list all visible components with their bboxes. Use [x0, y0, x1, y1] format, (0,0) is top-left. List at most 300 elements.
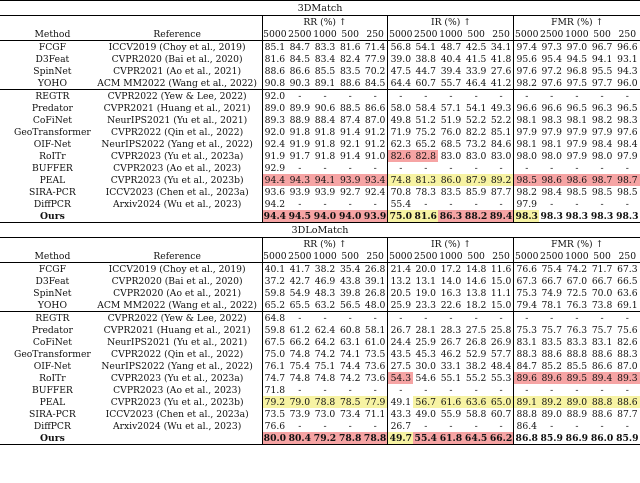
method-name: Predator [31, 324, 73, 336]
cell-fmr: 85.9 [616, 432, 639, 444]
cell-ir: 38.8 [415, 53, 436, 65]
sample-count-header: 250 [363, 28, 388, 41]
cell-rr: 78.8 [363, 432, 387, 444]
method-name: D3Feat [35, 53, 70, 65]
sample-count-header: 5000 [515, 250, 539, 262]
sample-count-header: 250 [615, 28, 640, 41]
cell-ir: 89.4 [489, 210, 513, 222]
table-row [0, 90, 640, 103]
cell-rr: 75.4 [289, 360, 311, 372]
cell-ir: 41.2 [489, 77, 514, 90]
cell-ir: - [499, 384, 503, 396]
cell-ir: 25.9 [388, 299, 413, 312]
cell-rr: 91.8 [314, 138, 336, 150]
sample-count-header: 2500 [288, 28, 312, 40]
cell-rr: 94.0 [338, 210, 362, 222]
cell-ir: 46.4 [464, 77, 489, 90]
cell-ir: 51.9 [440, 114, 462, 126]
table-row [0, 396, 640, 408]
cell-rr: 46.9 [314, 275, 336, 287]
cell-rr: 91.8 [289, 126, 311, 138]
cell-rr: - [373, 312, 377, 324]
group-label [0, 41, 12, 90]
cell-rr: 90.8 [262, 77, 287, 90]
cell-rr: 91.4 [339, 126, 361, 138]
method-name: DiffPCR [33, 420, 71, 432]
cell-fmr: 98.7 [589, 174, 614, 186]
cell-fmr: 98.2 [514, 186, 539, 198]
sample-count-header: 250 [489, 28, 514, 41]
cell-fmr: - [600, 162, 604, 174]
cell-fmr: 97.9 [617, 150, 638, 162]
table-row [0, 275, 640, 287]
method-name: OIF-Net [33, 138, 72, 150]
cell-rr: 88.4 [314, 114, 336, 126]
cell-ir: 66.2 [489, 432, 513, 444]
cell-rr: 75.0 [262, 348, 287, 360]
cell-ir: - [424, 90, 428, 102]
cell-fmr: 88.9 [566, 408, 588, 420]
cell-fmr: 88.6 [615, 396, 640, 408]
cell-fmr: 75.3 [514, 324, 539, 336]
cell-rr: 88.6 [338, 77, 363, 90]
method-name: Predator [31, 102, 73, 114]
cell-fmr: - [625, 198, 629, 210]
cell-ir: 51.2 [415, 114, 436, 126]
method-name: GeoTransformer [14, 348, 91, 360]
cell-ir: 28.3 [440, 324, 462, 336]
cell-fmr: 97.9 [514, 198, 539, 210]
cell-fmr: 85.2 [541, 360, 562, 372]
reference: ACM MM2022 (Wang et al., 2022) [93, 77, 262, 90]
cell-rr: 77.9 [364, 53, 386, 65]
cell-ir: 25.8 [490, 324, 512, 336]
cell-ir: 26.7 [388, 324, 413, 336]
reference: CVPR2021 (Huang et al., 2021) [103, 102, 251, 114]
cell-fmr: 97.5 [564, 77, 589, 90]
cell-rr: - [323, 312, 327, 324]
cell-rr: 59.8 [262, 287, 287, 299]
cell-rr: 42.7 [289, 275, 311, 287]
cell-rr: 74.2 [314, 348, 336, 360]
cell-fmr: 86.6 [591, 360, 613, 372]
cell-ir: 52.9 [465, 348, 487, 360]
sample-count-header: 2500 [414, 28, 438, 40]
cell-ir: 87.7 [490, 186, 512, 198]
cell-fmr: 98.5 [591, 186, 613, 198]
cell-ir: 58.4 [415, 102, 436, 114]
cell-fmr: 98.0 [541, 150, 562, 162]
cell-rr: 70.2 [364, 65, 386, 77]
cell-ir: 27.6 [490, 65, 512, 77]
reference: Arxiv2024 (Wu et al., 2023) [112, 420, 242, 432]
table-row [0, 174, 640, 186]
cell-ir: 58.0 [388, 102, 413, 114]
cell-rr: 54.9 [289, 287, 311, 299]
cell-fmr: 97.6 [514, 65, 539, 77]
reference: NeurIPS2022 (Yang et al., 2022) [101, 360, 253, 372]
cell-rr: - [348, 162, 352, 174]
cell-rr: 63.2 [312, 299, 337, 312]
section-title: 3DLoMatch [0, 223, 640, 238]
cell-fmr: 98.2 [591, 114, 613, 126]
reference: CVPR2021 (Ao et al., 2021) [113, 65, 242, 77]
method-name: SIRA-PCR [29, 408, 76, 420]
cell-fmr: 97.2 [541, 65, 562, 77]
cell-fmr: 98.3 [540, 210, 563, 222]
cell-rr: 63.1 [339, 336, 361, 348]
cell-rr: - [298, 312, 302, 324]
table-row [0, 210, 640, 223]
table-row [0, 360, 640, 372]
cell-rr: 94.5 [288, 210, 311, 222]
cell-fmr: 75.6 [617, 324, 638, 336]
cell-rr: 91.2 [364, 138, 386, 150]
cell-ir: 25.9 [415, 336, 436, 348]
cell-rr: 87.4 [339, 114, 361, 126]
cell-fmr: 85.9 [540, 432, 563, 444]
cell-rr: - [348, 198, 352, 210]
cell-rr: - [323, 90, 327, 102]
cell-rr: 91.8 [314, 126, 336, 138]
cell-rr: 91.7 [289, 150, 311, 162]
cell-ir: 20.0 [415, 263, 436, 275]
cell-ir: - [449, 90, 453, 102]
cell-ir: 49.3 [490, 102, 512, 114]
cell-fmr: - [514, 384, 539, 396]
reference: NeurIPS2021 (Yu et al., 2021) [107, 336, 248, 348]
cell-ir: 33.9 [465, 65, 487, 77]
cell-fmr: 67.3 [514, 275, 539, 287]
cell-fmr: 97.9 [566, 150, 588, 162]
cell-rr: 85.1 [262, 41, 287, 54]
reference: CVPR2021 (Huang et al., 2021) [103, 324, 251, 336]
cell-fmr: 88.8 [589, 396, 614, 408]
reference: NeurIPS2022 (Yang et al., 2022) [101, 138, 253, 150]
cell-rr: 81.6 [339, 41, 361, 53]
cell-ir: 81.3 [413, 174, 438, 186]
cell-ir: 39.4 [440, 65, 462, 77]
cell-fmr: 67.3 [617, 263, 638, 275]
cell-ir: 17.2 [440, 263, 462, 275]
cell-rr: 86.6 [289, 65, 311, 77]
cell-rr: 93.9 [314, 186, 336, 198]
cell-ir: 54.1 [415, 41, 436, 53]
method-name: PEAL [39, 174, 66, 186]
table-row [0, 336, 640, 348]
cell-fmr: 98.2 [514, 77, 539, 90]
sample-count-header: 2500 [539, 28, 564, 40]
cell-fmr: 98.0 [591, 150, 613, 162]
cell-rr: 39.1 [364, 275, 386, 287]
sample-count-header: 2500 [539, 250, 564, 262]
cell-ir: - [424, 420, 428, 432]
cell-rr: 64.8 [262, 312, 287, 325]
cell-ir: - [474, 162, 478, 174]
cell-fmr: 74.2 [566, 263, 588, 275]
cell-rr: - [348, 90, 352, 102]
cell-rr: 56.5 [338, 299, 363, 312]
method-name: SpinNet [33, 65, 72, 77]
cell-rr: 71.8 [262, 384, 287, 396]
cell-rr: 79.2 [313, 432, 337, 444]
reference [93, 210, 262, 223]
cell-ir: 83.5 [440, 186, 462, 198]
cell-fmr: - [575, 90, 579, 102]
cell-fmr: 97.9 [514, 126, 539, 138]
method-name: PEAL [39, 396, 66, 408]
cell-ir: 26.7 [388, 420, 413, 432]
sample-count-header: 250 [489, 250, 514, 263]
cell-rr: - [373, 420, 377, 432]
cell-fmr: - [600, 420, 604, 432]
cell-rr: 66.2 [289, 336, 311, 348]
cell-rr: 74.4 [339, 360, 361, 372]
cell-ir: 54.3 [388, 372, 413, 384]
reference: CVPR2022 (Yew & Lee, 2022) [107, 90, 247, 102]
cell-rr: 88.9 [289, 114, 311, 126]
cell-fmr: - [600, 384, 604, 396]
reference: CVPR2020 (Bai et al., 2020) [111, 275, 243, 287]
cell-ir: - [424, 312, 428, 324]
cell-rr: 92.9 [262, 162, 287, 174]
cell-rr: 89.0 [262, 102, 287, 114]
table-row [0, 372, 640, 384]
cell-rr: 91.2 [364, 126, 386, 138]
cell-rr: 79.0 [287, 396, 312, 408]
cell-rr: 84.7 [289, 41, 311, 53]
cell-ir: 57.1 [440, 102, 462, 114]
method-name: D3Feat [35, 275, 70, 287]
cell-ir: 41.5 [465, 53, 487, 65]
cell-ir: 73.2 [465, 138, 487, 150]
cell-ir: 26.7 [440, 336, 462, 348]
cell-rr: 26.8 [364, 263, 386, 275]
cell-fmr: 97.7 [589, 77, 614, 90]
cell-rr: 87.0 [364, 114, 386, 126]
cell-rr: 84.5 [363, 77, 388, 90]
cell-ir: 78.3 [415, 186, 436, 198]
cell-ir: 49.0 [415, 408, 436, 420]
cell-fmr: 98.0 [514, 150, 539, 162]
cell-ir: 87.9 [464, 174, 489, 186]
sample-count-header: 5000 [389, 28, 413, 40]
table-row [0, 432, 640, 445]
cell-rr: 48.0 [363, 299, 388, 312]
cell-rr: - [323, 198, 327, 210]
cell-rr: 92.4 [364, 186, 386, 198]
cell-ir: 49.8 [388, 114, 413, 126]
cell-fmr: 70.0 [591, 287, 613, 299]
cell-fmr: - [550, 420, 554, 432]
table-row [0, 138, 640, 150]
cell-ir: 46.2 [440, 348, 462, 360]
cell-ir: 63.6 [464, 396, 489, 408]
table-row [0, 41, 640, 54]
cell-ir: 14.0 [440, 275, 462, 287]
table-row [0, 198, 640, 210]
cell-fmr: 83.1 [591, 336, 613, 348]
cell-fmr: 95.6 [514, 53, 539, 65]
sample-count-header: 5000 [515, 28, 539, 40]
cell-rr: - [348, 312, 352, 324]
cell-ir: 82.8 [413, 150, 438, 162]
cell-fmr: 95.5 [591, 65, 613, 77]
cell-fmr: 97.4 [514, 41, 539, 54]
cell-ir: 61.6 [438, 396, 463, 408]
cell-ir: 86.0 [438, 174, 463, 186]
cell-fmr: 63.6 [617, 287, 638, 299]
cell-fmr: 98.3 [515, 210, 538, 222]
reference-column-header: Reference [93, 250, 262, 263]
cell-fmr: 75.7 [591, 324, 613, 336]
reference: CVPR2022 (Qin et al., 2022) [111, 126, 244, 138]
sample-count-header: 500 [464, 28, 489, 41]
cell-rr: 74.8 [289, 372, 311, 384]
cell-fmr: 88.8 [566, 348, 588, 360]
method-name: BUFFER [31, 384, 73, 396]
cell-rr: - [323, 162, 327, 174]
cell-rr: 93.9 [289, 186, 311, 198]
cell-ir: 55.9 [440, 408, 462, 420]
cell-fmr: 96.8 [566, 65, 588, 77]
metric-header-fmr: FMR (%) ↑ [514, 16, 640, 29]
cell-fmr: 98.5 [617, 186, 638, 198]
reference: CVPR2022 (Qin et al., 2022) [111, 348, 244, 360]
cell-rr: 91.9 [262, 150, 287, 162]
method-name: SpinNet [33, 287, 72, 299]
cell-fmr: 97.3 [541, 41, 562, 53]
cell-ir: 21.4 [388, 263, 413, 276]
cell-rr: 80.0 [263, 432, 287, 444]
cell-fmr: 88.6 [541, 348, 562, 360]
sample-count-header: 1000 [565, 28, 589, 40]
cell-ir: 11.6 [490, 263, 512, 275]
sample-count-header: 5000 [263, 28, 287, 40]
cell-rr: 77.9 [363, 396, 388, 408]
cell-fmr: 93.1 [617, 53, 638, 65]
cell-ir: 70.8 [388, 186, 413, 198]
cell-rr: 92.1 [339, 138, 361, 150]
cell-ir: 57.7 [490, 348, 512, 360]
cell-rr: 91.9 [289, 138, 311, 150]
cell-rr: 65.5 [287, 299, 312, 312]
cell-fmr: 76.3 [566, 324, 588, 336]
cell-fmr: 74.9 [541, 287, 562, 299]
method-name: Ours [12, 210, 93, 223]
sample-count-header: 2500 [288, 250, 312, 262]
reference: CVPR2020 (Ao et al., 2021) [113, 287, 242, 299]
cell-fmr: - [514, 312, 539, 325]
reference: CVPR2022 (Yew & Lee, 2022) [107, 312, 247, 324]
header-row-columns [0, 28, 640, 41]
cell-fmr: 66.7 [591, 275, 613, 287]
cell-ir: - [424, 162, 428, 174]
cell-ir: - [474, 420, 478, 432]
cell-rr: 73.6 [364, 360, 386, 372]
cell-fmr: 98.3 [616, 210, 639, 222]
cell-rr: 78.8 [338, 432, 362, 444]
cell-fmr: - [625, 420, 629, 432]
cell-rr: 83.4 [314, 53, 336, 65]
cell-rr: 89.1 [312, 77, 337, 90]
reference: Arxiv2024 (Wu et al., 2023) [112, 198, 242, 210]
cell-fmr: 87.0 [617, 360, 638, 372]
cell-rr: 78.5 [338, 396, 363, 408]
cell-ir: 56.8 [388, 41, 413, 54]
cell-fmr: 71.7 [591, 263, 613, 275]
cell-ir: - [499, 198, 503, 210]
cell-rr: 67.5 [262, 336, 287, 348]
cell-fmr: 83.1 [514, 336, 539, 348]
cell-rr: 60.8 [339, 324, 361, 336]
method-name: YOHO [12, 77, 93, 90]
cell-fmr: - [550, 90, 554, 102]
cell-fmr: 98.4 [617, 138, 638, 150]
cell-ir: - [449, 162, 453, 174]
cell-ir: 83.0 [465, 150, 487, 162]
cell-fmr: 98.1 [514, 138, 539, 150]
sample-count-header: 250 [615, 250, 640, 263]
cell-fmr: 96.3 [591, 102, 613, 114]
cell-ir: 84.6 [490, 138, 512, 150]
cell-fmr: 82.6 [617, 336, 638, 348]
reference: ICCV2023 (Chen et al., 2023a) [105, 408, 249, 420]
cell-fmr: 94.3 [617, 65, 638, 77]
cell-ir: 40.4 [440, 53, 462, 65]
cell-rr: 73.9 [289, 408, 311, 420]
cell-ir: 71.9 [388, 126, 413, 138]
metric-header-fmr: FMR (%) ↑ [514, 238, 640, 251]
cell-ir: 14.6 [465, 275, 487, 287]
cell-fmr: 76.6 [514, 263, 539, 276]
cell-rr: 43.8 [339, 275, 361, 287]
reference: ICCV2023 (Chen et al., 2023a) [105, 186, 249, 198]
cell-rr: 40.1 [262, 263, 287, 276]
cell-rr: - [373, 162, 377, 174]
cell-ir: 15.0 [490, 275, 512, 287]
cell-ir: 15.0 [489, 299, 514, 312]
cell-ir: 43.5 [388, 348, 413, 360]
sample-count-header: 500 [464, 250, 489, 263]
cell-fmr: 97.9 [566, 138, 588, 150]
table-row [0, 312, 640, 325]
cell-rr: 82.4 [339, 53, 361, 65]
cell-ir: 49.1 [388, 396, 413, 408]
table-row [0, 287, 640, 299]
cell-fmr: 89.3 [615, 372, 640, 384]
cell-fmr: 96.0 [615, 77, 640, 90]
header-row-metrics [0, 238, 640, 251]
cell-ir: - [449, 312, 453, 324]
method-name: GeoTransformer [14, 126, 91, 138]
sample-count-header: 5000 [389, 250, 413, 262]
cell-rr: 91.4 [339, 150, 361, 162]
cell-fmr: 98.1 [541, 138, 562, 150]
cell-fmr: 98.3 [590, 210, 614, 222]
cell-ir: 41.8 [490, 53, 512, 65]
cell-fmr: 89.1 [514, 396, 539, 408]
method-name: BUFFER [31, 162, 73, 174]
cell-rr: - [298, 198, 302, 210]
sample-count-header: 5000 [263, 250, 287, 262]
table-row [0, 77, 640, 90]
cell-rr: 74.1 [339, 348, 361, 360]
cell-ir: 48.7 [440, 41, 462, 53]
cell-fmr: 86.0 [590, 432, 614, 444]
group-label [0, 263, 12, 312]
cell-ir: 52.2 [465, 114, 487, 126]
